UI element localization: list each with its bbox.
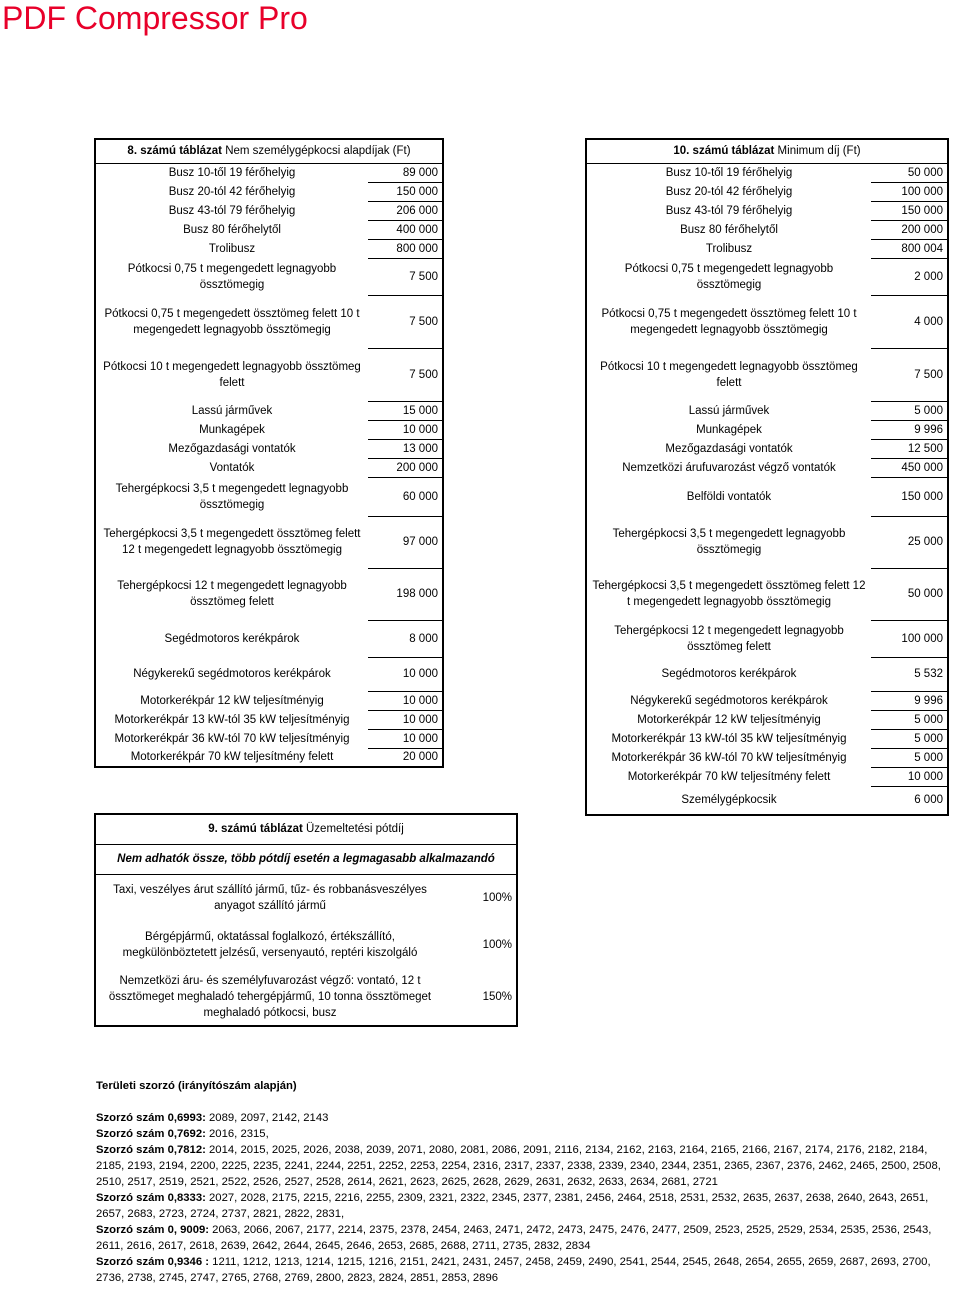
table-row	[95, 220, 443, 239]
postal-codes: 2089, 2097, 2142, 2143	[205, 1112, 329, 1124]
table-row	[586, 729, 948, 748]
table-row	[586, 767, 948, 786]
table-row	[586, 657, 948, 691]
row-value: 800 000	[368, 239, 443, 258]
row-label: Busz 10-től 19 férőhelyig	[665, 166, 793, 179]
table-row	[95, 295, 443, 348]
row-value: 97 000	[368, 516, 443, 568]
table-9-body	[95, 814, 517, 1026]
table-row	[95, 691, 443, 710]
multiplier-row	[96, 1222, 956, 1254]
row-label: Munkagépek	[696, 423, 762, 436]
table-title	[586, 139, 948, 163]
row-label: Busz 20-tól 42 férőhelyig	[168, 185, 296, 198]
table-subtitle: Nem adhatók össze, több pótdíj esetén a legmagasabb alkalmazandó	[95, 844, 517, 874]
multiplier-label: Szorzó szám 0,7692:	[96, 1128, 206, 1140]
row-label: Motorkerékpár 12 kW teljesítményig	[637, 713, 821, 726]
row-value: 50 000	[871, 163, 948, 182]
row-label: Pótkocsi 0,75 t megengedett össztömeg felett 10 t megengedett legnagyobb össztömegig	[601, 307, 857, 336]
table-row	[586, 258, 948, 295]
row-label: Lassú járművek	[688, 404, 770, 417]
row-label: Motorkerékpár 12 kW teljesítményig	[140, 694, 324, 707]
row-label: Busz 10-től 19 férőhelyig	[168, 166, 296, 179]
row-label: Belföldi vontatók	[686, 490, 772, 503]
row-value: 10 000	[368, 729, 443, 748]
row-label: Busz 43-tól 79 férőhelyig	[665, 204, 793, 217]
table-9-surcharge	[94, 813, 518, 1027]
row-label: Négykerekű segédmotoros kerékpárok	[630, 694, 828, 707]
table-10-body	[586, 139, 948, 815]
table-header-row	[586, 139, 948, 163]
row-label: Motorkerékpár 36 kW-tól 70 kW teljesítményig	[611, 751, 847, 764]
row-label: Személygépkocsik	[681, 794, 777, 806]
table-number: 9. számú táblázat	[208, 823, 303, 836]
table-title-text: Minimum díj (Ft)	[774, 145, 861, 158]
row-value: 9 996	[871, 420, 948, 439]
table-number: 8. számú táblázat	[127, 145, 223, 158]
row-value: 5 532	[871, 657, 948, 691]
table-row	[95, 258, 443, 295]
row-value: 100%	[482, 939, 512, 951]
row-label: Segédmotoros kerékpárok	[661, 668, 797, 680]
table-row	[95, 182, 443, 201]
table-row	[95, 710, 443, 729]
table-row	[95, 439, 443, 458]
row-label: Tehergépkocsi 12 t megengedett legnagyobb össztömeg felett	[117, 580, 347, 608]
table-row	[95, 201, 443, 220]
row-label: Tehergépkocsi 3,5 t megengedett legnagyobb össztömegig	[612, 528, 846, 556]
table-row	[95, 620, 443, 657]
row-value: 10 000	[368, 710, 443, 729]
row-label: Segédmotoros kerékpárok	[164, 632, 300, 645]
row-label: Pótkocsi 0,75 t megengedett össztömeg felett 10 t megengedett legnagyobb össztömegig	[104, 307, 360, 336]
regional-multiplier-list	[96, 1110, 956, 1286]
row-value: 200 000	[871, 220, 948, 239]
row-label: Vontatók	[209, 461, 255, 474]
multiplier-label: Szorzó szám 0,9346 :	[96, 1256, 210, 1268]
row-label: Motorkerékpár 70 kW teljesítmény felett	[130, 751, 334, 763]
table-row	[586, 163, 948, 182]
table-row	[95, 729, 443, 748]
table-title	[95, 814, 517, 844]
multiplier-label: Szorzó szám 0,7812:	[96, 1144, 206, 1156]
row-value: 800 004	[871, 239, 948, 258]
row-value: 150 000	[871, 477, 948, 516]
row-label: Tehergépkocsi 3,5 t megengedett legnagyobb össztömegig	[115, 482, 349, 511]
table-row	[586, 201, 948, 220]
table-row	[95, 420, 443, 439]
table-row	[586, 439, 948, 458]
multiplier-row	[96, 1110, 956, 1126]
table-row	[586, 401, 948, 420]
row-label: Busz 43-tól 79 férőhelyig	[168, 204, 296, 217]
row-value: 25 000	[871, 516, 948, 568]
table-header-row	[95, 139, 443, 163]
table-title	[95, 139, 443, 163]
table-row	[586, 786, 948, 815]
row-value: 15 000	[368, 401, 443, 420]
row-label: Nemzetközi árufuvarozást végző vontatók	[622, 461, 836, 474]
row-value: 10 000	[368, 657, 443, 691]
postal-codes: 2063, 2066, 2067, 2177, 2214, 2375, 2378, 2454, 2463, 2471, 2472, 2473, 2475, 2476, 2477, 2509, 2523, 2525, 2529, 2534, 2535, 2536, 2543, 2611, 2616, 2617, 2618, 2639, 2642, 2644, 2645, 2646, 2653, 2685, 2688, 2711, 2735, 2832, 2834	[96, 1224, 932, 1252]
table-row	[586, 348, 948, 401]
row-label: Mezőgazdasági vontatók	[665, 442, 793, 455]
row-label: Trolibusz	[208, 242, 256, 255]
row-value: 5 000	[871, 710, 948, 729]
multiplier-row	[96, 1190, 956, 1222]
table-row	[586, 568, 948, 620]
row-value: 7 500	[368, 348, 443, 401]
row-label: Pótkocsi 0,75 t megengedett legnagyobb össztömegig	[624, 262, 834, 291]
table-row	[95, 922, 517, 968]
table-8-body	[95, 139, 443, 767]
row-value: 10 000	[368, 691, 443, 710]
row-value: 7 500	[368, 295, 443, 348]
row-value: 150 000	[368, 182, 443, 201]
multiplier-label: Szorzó szám 0, 9009:	[96, 1224, 210, 1236]
table-row	[95, 239, 443, 258]
table-title-text: Üzemeltetési pótdíj	[302, 823, 404, 836]
row-value: 450 000	[871, 458, 948, 477]
row-value: 7 500	[368, 258, 443, 295]
postal-codes: 2016, 2315,	[205, 1128, 269, 1140]
row-value: 89 000	[368, 163, 443, 182]
table-title-text: Nem személygépkocsi alapdíjak (Ft)	[222, 145, 411, 158]
row-label: Nemzetközi áru- és személyfuvarozást végző: vontató, 12 t össztömeget meghaladó tehergépjármű, 10 tonna össztömeget meghaladó pótkocsi, busz	[108, 974, 432, 1019]
row-value: 50 000	[871, 568, 948, 620]
table-row	[586, 239, 948, 258]
row-value: 400 000	[368, 220, 443, 239]
table-row	[586, 182, 948, 201]
row-value: 206 000	[368, 201, 443, 220]
table-row	[95, 568, 443, 620]
row-value: 100%	[482, 892, 512, 905]
row-value: 200 000	[368, 458, 443, 477]
table-row	[95, 968, 517, 1026]
table-row	[586, 620, 948, 657]
row-label: Motorkerékpár 13 kW-tól 35 kW teljesítményig	[114, 713, 350, 726]
row-value: 150 000	[871, 201, 948, 220]
app-title: PDF Compressor Pro	[2, 0, 308, 36]
row-value: 5 000	[871, 401, 948, 420]
row-value: 4 000	[871, 295, 948, 348]
row-label: Tehergépkocsi 3,5 t megengedett össztömeg felett 12 t megengedett legnagyobb össztömegig	[103, 528, 361, 556]
row-label: Bérgépjármű, oktatással foglalkozó, értékszállító, megkülönböztetett jelzésű, versenyautó, reptéri kiszolgáló	[122, 931, 418, 959]
table-row	[586, 420, 948, 439]
row-label: Busz 80 férőhelytől	[183, 223, 281, 236]
table-8-base-fees	[94, 138, 444, 768]
row-value: 100 000	[871, 620, 948, 657]
row-value: 150%	[482, 990, 512, 1003]
row-label: Busz 20-tól 42 férőhelyig	[665, 185, 793, 198]
table-row	[95, 477, 443, 516]
table-row	[95, 516, 443, 568]
multiplier-label: Szorzó szám 0,6993:	[96, 1112, 206, 1124]
table-row	[95, 748, 443, 767]
table-header-row	[95, 814, 517, 844]
row-value: 7 500	[871, 348, 948, 401]
row-value: 5 000	[871, 748, 948, 767]
regional-multiplier-title: Területi szorzó (irányítószám alapján)	[96, 1080, 297, 1092]
row-label: Munkagépek	[199, 423, 265, 436]
postal-codes: 2014, 2015, 2025, 2026, 2038, 2039, 2071, 2080, 2081, 2086, 2091, 2116, 2134, 2162, 2163, 2164, 2165, 2166, 2167, 2174, 2176, 2182, 2184, 2185, 2193, 2194, 2200, 2225, 2235, 2241, 2244, 2251, 2252, 2253, 2254, 2316, 2317, 2337, 2338, 2339, 2340, 2344, 2351, 2365, 2367, 2376, 2462, 2465, 2500, 2508, 2510, 2517, 2519, 2521, 2522, 2526, 2527, 2528, 2614, 2621, 2623, 2625, 2628, 2629, 2631, 2632, 2633, 2634, 2681, 2721	[96, 1144, 941, 1188]
row-label: Tehergépkocsi 3,5 t megengedett össztömeg felett 12 t megengedett legnagyobb össztömegig	[592, 580, 866, 608]
row-value: 10 000	[368, 420, 443, 439]
regional-multiplier-section	[96, 1078, 956, 1286]
row-value: 9 996	[871, 691, 948, 710]
row-label: Busz 80 férőhelytől	[680, 223, 778, 236]
table-row	[95, 348, 443, 401]
row-label: Motorkerékpár 70 kW teljesítmény felett	[627, 770, 831, 783]
table-subtitle-row	[95, 844, 517, 874]
table-row	[586, 220, 948, 239]
row-label: Motorkerékpár 13 kW-tól 35 kW teljesítményig	[611, 732, 847, 745]
row-value: 2 000	[871, 258, 948, 295]
table-row	[95, 163, 443, 182]
multiplier-label: Szorzó szám 0,8333:	[96, 1192, 206, 1204]
table-10-minimum-fees	[585, 138, 949, 816]
multiplier-row	[96, 1126, 956, 1142]
row-label: Motorkerékpár 36 kW-tól 70 kW teljesítményig	[114, 732, 350, 745]
row-value: 6 000	[871, 786, 948, 815]
table-row	[586, 458, 948, 477]
table-row	[95, 874, 517, 922]
row-label: Mezőgazdasági vontatók	[168, 442, 296, 455]
multiplier-row	[96, 1142, 956, 1190]
row-value: 20 000	[368, 748, 443, 767]
postal-codes: 1211, 1212, 1213, 1214, 1215, 1216, 2151, 2421, 2431, 2457, 2458, 2459, 2490, 2541, 2544, 2545, 2648, 2654, 2655, 2659, 2687, 2693, 2700, 2736, 2738, 2745, 2747, 2765, 2768, 2769, 2800, 2823, 2824, 2851, 2853, 2896	[96, 1256, 931, 1284]
row-value: 12 500	[871, 439, 948, 458]
row-value: 100 000	[871, 182, 948, 201]
row-label: Pótkocsi 10 t megengedett legnagyobb össztömeg felett	[600, 360, 858, 389]
row-label: Taxi, veszélyes árut szállító jármű, tűz- és robbanásveszélyes anyagot szállító jármű	[113, 884, 427, 913]
row-label: Trolibusz	[705, 242, 753, 255]
row-value: 60 000	[368, 477, 443, 516]
table-row	[586, 516, 948, 568]
table-row	[586, 477, 948, 516]
table-row	[586, 691, 948, 710]
row-label: Pótkocsi 0,75 t megengedett legnagyobb össztömegig	[127, 262, 337, 291]
table-row	[586, 295, 948, 348]
table-row	[95, 401, 443, 420]
row-value: 5 000	[871, 729, 948, 748]
row-value: 10 000	[871, 767, 948, 786]
table-number: 10. számú táblázat	[673, 145, 775, 158]
row-label: Négykerekű segédmotoros kerékpárok	[133, 668, 331, 680]
row-value: 198 000	[368, 568, 443, 620]
row-label: Pótkocsi 10 t megengedett legnagyobb össztömeg felett	[103, 360, 361, 389]
postal-codes: 2027, 2028, 2175, 2215, 2216, 2255, 2309, 2321, 2322, 2345, 2377, 2381, 2456, 2464, 2518, 2531, 2532, 2635, 2637, 2638, 2640, 2643, 2651, 2657, 2683, 2723, 2724, 2737, 2821, 2822, 2831,	[96, 1192, 929, 1220]
table-row	[95, 657, 443, 691]
row-value: 13 000	[368, 439, 443, 458]
table-row	[95, 458, 443, 477]
table-row	[586, 710, 948, 729]
row-label: Tehergépkocsi 12 t megengedett legnagyobb össztömeg felett	[614, 624, 844, 653]
multiplier-row	[96, 1254, 956, 1286]
table-row	[586, 748, 948, 767]
row-value: 8 000	[368, 620, 443, 657]
row-label: Lassú járművek	[191, 404, 273, 417]
